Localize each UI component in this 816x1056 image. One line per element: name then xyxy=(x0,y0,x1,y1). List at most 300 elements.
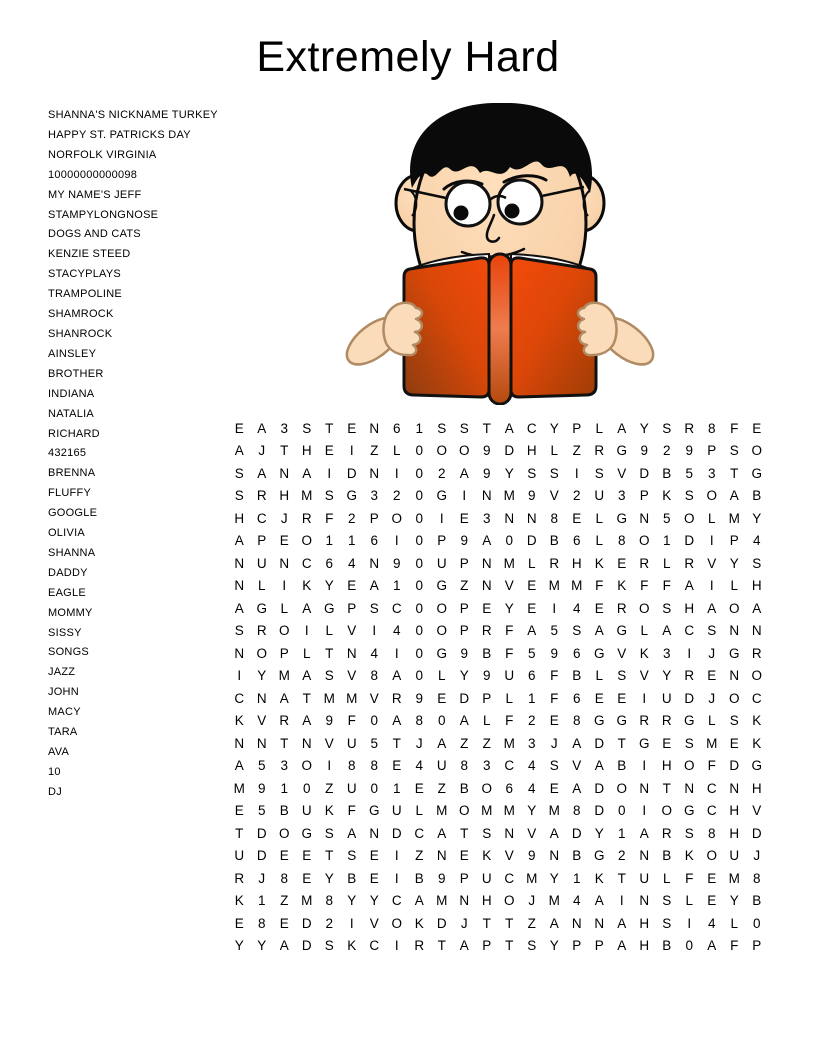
grid-cell: D xyxy=(594,735,605,751)
grid-cell: V xyxy=(549,488,559,504)
grid-cell: P xyxy=(437,533,447,549)
word-list-item: NATALIA xyxy=(48,407,94,420)
grid-cell: F xyxy=(325,510,334,526)
grid-cell: S xyxy=(527,465,537,481)
grid-cell: S xyxy=(662,600,672,616)
grid-cell: P xyxy=(482,938,492,954)
grid-cell: E xyxy=(617,690,627,706)
grid-cell: R xyxy=(594,443,605,459)
grid-cell: C xyxy=(414,825,425,841)
grid-cell: G xyxy=(593,713,605,729)
grid-cell: P xyxy=(279,645,289,661)
grid-cell: 3 xyxy=(482,758,491,774)
grid-cell: A xyxy=(234,758,244,774)
grid-cell: 9 xyxy=(482,465,491,481)
word-list-item: MOMMY xyxy=(48,606,93,619)
grid-cell: 0 xyxy=(415,668,423,684)
grid-cell: F xyxy=(550,690,559,706)
grid-cell: D xyxy=(256,848,267,864)
grid-cell: N xyxy=(256,735,267,751)
puzzle-title: Extremely Hard xyxy=(256,33,560,81)
grid-cell: D xyxy=(526,533,537,549)
grid-cell: P xyxy=(347,600,357,616)
grid-cell: E xyxy=(302,848,312,864)
grid-cell: I xyxy=(394,645,399,661)
grid-cell: A xyxy=(729,488,739,504)
grid-cell: E xyxy=(302,870,312,886)
grid-cell: M xyxy=(436,803,448,819)
grid-cell: 5 xyxy=(662,510,671,526)
grid-cell: Z xyxy=(460,735,469,751)
grid-cell: T xyxy=(505,938,514,954)
grid-cell: 9 xyxy=(685,443,693,459)
grid-cell: A xyxy=(279,938,289,954)
word-list-item: SHANROCK xyxy=(48,327,113,340)
grid-cell: 6 xyxy=(505,780,513,796)
grid-cell: E xyxy=(437,690,447,706)
grid-cell: 0 xyxy=(415,555,423,571)
grid-cell: 3 xyxy=(527,735,536,751)
grid-cell: I xyxy=(642,690,647,706)
grid-cell: S xyxy=(302,420,312,436)
grid-cell: P xyxy=(752,938,762,954)
grid-cell: I xyxy=(394,533,399,549)
grid-cell: M xyxy=(548,893,560,909)
grid-cell: G xyxy=(616,443,627,459)
grid-cell: N xyxy=(729,623,740,639)
grid-cell: Y xyxy=(459,668,469,684)
grid-cell: L xyxy=(437,668,446,684)
grid-cell: F xyxy=(505,713,514,729)
grid-cell: P xyxy=(594,938,604,954)
grid-cell: O xyxy=(256,645,267,661)
grid-cell: G xyxy=(368,803,380,819)
grid-cell: A xyxy=(707,600,717,616)
grid-cell: A xyxy=(549,915,559,931)
grid-cell: F xyxy=(550,668,559,684)
letter-grid xyxy=(228,417,768,957)
grid-cell: V xyxy=(257,713,267,729)
grid-cell: N xyxy=(639,780,650,796)
grid-cell: O xyxy=(458,803,470,819)
grid-cell: D xyxy=(594,803,605,819)
grid-cell: F xyxy=(707,758,716,774)
grid-cell: S xyxy=(684,488,694,504)
grid-cell: A xyxy=(302,713,312,729)
grid-cell: T xyxy=(482,420,491,436)
grid-cell: 9 xyxy=(392,555,401,571)
grid-cell: 9 xyxy=(437,870,446,886)
grid-cell: U xyxy=(729,848,740,864)
grid-cell: I xyxy=(642,758,647,774)
grid-cell: S xyxy=(234,465,244,481)
grid-cell: 8 xyxy=(707,825,716,841)
grid-cell: A xyxy=(662,623,672,639)
grid-cell: Y xyxy=(527,803,537,819)
grid-cell: A xyxy=(234,600,244,616)
grid-cell: C xyxy=(504,758,515,774)
grid-cell: E xyxy=(527,578,537,594)
grid-cell: 2 xyxy=(527,713,536,729)
grid-cell: G xyxy=(256,600,267,616)
grid-cell: A xyxy=(279,690,289,706)
grid-cell: G xyxy=(616,713,627,729)
grid-cell: A xyxy=(392,668,402,684)
grid-cell: N xyxy=(234,735,245,751)
grid-cell: J xyxy=(708,645,716,661)
grid-cell: I xyxy=(349,443,354,459)
grid-cell: 9 xyxy=(460,533,468,549)
grid-cell: 6 xyxy=(392,420,401,436)
grid-cell: E xyxy=(347,420,357,436)
grid-cell: H xyxy=(526,443,537,459)
grid-cell: U xyxy=(481,870,492,886)
grid-cell: U xyxy=(234,848,245,864)
grid-cell: 1 xyxy=(347,533,356,549)
grid-cell: G xyxy=(346,488,357,504)
grid-cell: T xyxy=(482,915,491,931)
grid-cell: C xyxy=(706,780,717,796)
grid-cell: S xyxy=(549,465,559,481)
grid-cell: 4 xyxy=(415,758,423,774)
grid-cell: N xyxy=(729,668,740,684)
grid-cell: G xyxy=(751,465,762,481)
grid-cell: 9 xyxy=(527,488,536,504)
grid-cell: H xyxy=(639,938,650,954)
grid-cell: A xyxy=(504,420,514,436)
grid-cell: 8 xyxy=(460,758,468,774)
grid-cell: R xyxy=(391,690,402,706)
grid-cell: K xyxy=(639,645,649,661)
grid-cell: A xyxy=(617,938,627,954)
grid-cell: 9 xyxy=(527,848,536,864)
grid-cell: Y xyxy=(549,938,559,954)
grid-cell: I xyxy=(709,533,714,549)
grid-cell: Y xyxy=(594,825,604,841)
grid-cell: 4 xyxy=(392,623,401,639)
grid-cell: R xyxy=(414,938,425,954)
grid-cell: K xyxy=(234,893,244,909)
grid-cell: F xyxy=(347,713,356,729)
grid-cell: 0 xyxy=(302,780,311,796)
grid-cell: 0 xyxy=(415,488,423,504)
grid-cell: P xyxy=(369,510,379,526)
grid-cell: O xyxy=(301,758,312,774)
grid-cell: F xyxy=(685,870,694,886)
grid-cell: I xyxy=(394,938,399,954)
grid-cell: 3 xyxy=(662,645,671,661)
grid-cell: S xyxy=(594,465,604,481)
book-spine xyxy=(489,254,511,404)
grid-cell: Y xyxy=(752,510,762,526)
grid-cell: L xyxy=(280,600,288,616)
grid-cell: 6 xyxy=(572,690,581,706)
grid-cell: G xyxy=(593,645,605,661)
word-list-item: HAPPY ST. PATRICKS DAY xyxy=(48,128,191,141)
grid-cell: 0 xyxy=(415,510,423,526)
grid-cell: 8 xyxy=(617,533,626,549)
grid-cell: 0 xyxy=(415,645,423,661)
grid-cell: P xyxy=(639,488,649,504)
grid-cell: K xyxy=(324,803,334,819)
grid-cell: F xyxy=(347,803,356,819)
grid-cell: U xyxy=(639,870,650,886)
grid-cell: 4 xyxy=(527,780,536,796)
grid-cell: N xyxy=(526,510,537,526)
grid-cell: L xyxy=(550,443,558,459)
grid-cell: M xyxy=(301,893,313,909)
grid-cell: E xyxy=(369,870,379,886)
grid-cell: 8 xyxy=(415,713,423,729)
word-list-item: JOHN xyxy=(48,686,79,699)
grid-cell: F xyxy=(662,578,671,594)
grid-cell: 1 xyxy=(257,893,266,909)
grid-cell: 0 xyxy=(415,533,423,549)
grid-cell: E xyxy=(527,600,537,616)
grid-cell: Z xyxy=(280,893,289,909)
grid-cell: P xyxy=(459,600,469,616)
grid-cell: P xyxy=(459,555,469,571)
grid-cell: Y xyxy=(639,420,649,436)
grid-cell: J xyxy=(708,690,716,706)
grid-cell: Y xyxy=(504,465,514,481)
grid-cell: N xyxy=(639,510,650,526)
grid-cell: F xyxy=(595,578,604,594)
grid-cell: N xyxy=(301,735,312,751)
grid-cell: 0 xyxy=(415,443,423,459)
grid-cell: R xyxy=(684,555,695,571)
grid-cell: P xyxy=(257,533,267,549)
grid-cell: I xyxy=(687,645,692,661)
grid-cell: S xyxy=(324,825,334,841)
grid-cell: A xyxy=(617,420,627,436)
grid-cell: K xyxy=(662,488,672,504)
grid-cell: G xyxy=(638,735,650,751)
grid-cell: R xyxy=(751,645,762,661)
grid-cell: L xyxy=(707,510,716,526)
grid-cell: B xyxy=(662,938,672,954)
grid-cell: B xyxy=(752,488,762,504)
grid-cell: 8 xyxy=(752,870,761,886)
grid-cell: P xyxy=(459,623,469,639)
grid-cell: S xyxy=(617,668,627,684)
grid-cell: A xyxy=(594,758,604,774)
grid-cell: U xyxy=(594,488,605,504)
grid-cell: N xyxy=(684,780,695,796)
grid-cell: E xyxy=(369,848,379,864)
word-list xyxy=(48,106,218,803)
grid-cell: D xyxy=(684,533,695,549)
grid-cell: T xyxy=(235,825,244,841)
grid-cell: I xyxy=(687,915,692,931)
grid-cell: H xyxy=(481,893,492,909)
grid-cell: O xyxy=(278,623,290,639)
grid-cell: Z xyxy=(572,443,581,459)
grid-cell: M xyxy=(548,578,560,594)
grid-cell: C xyxy=(504,870,515,886)
grid-cell: A xyxy=(437,735,447,751)
grid-cell: C xyxy=(751,690,762,706)
grid-cell: N xyxy=(481,555,492,571)
word-list-item: SHAMROCK xyxy=(48,308,114,321)
grid-cell: V xyxy=(572,758,582,774)
grid-cell: R xyxy=(684,420,695,436)
grid-cell: I xyxy=(394,465,399,481)
grid-cell: O xyxy=(751,668,762,684)
grid-cell: E xyxy=(549,713,559,729)
grid-cell: B xyxy=(549,533,559,549)
grid-cell: D xyxy=(391,825,402,841)
grid-cell: O xyxy=(301,533,312,549)
grid-cell: 8 xyxy=(347,758,356,774)
grid-cell: A xyxy=(302,600,312,616)
grid-cell: U xyxy=(346,735,357,751)
grid-cell: N xyxy=(369,420,380,436)
grid-cell: 5 xyxy=(550,623,558,639)
grid-cell: Y xyxy=(504,600,514,616)
grid-cell: A xyxy=(234,443,244,459)
grid-cell: I xyxy=(282,578,287,594)
grid-cell: 1 xyxy=(572,870,581,886)
word-list-item: BRENNA xyxy=(48,467,96,480)
grid-cell: 4 xyxy=(347,555,356,571)
grid-cell: P xyxy=(729,533,739,549)
word-list-item: GOOGLE xyxy=(48,507,98,520)
word-list-item: SONGS xyxy=(48,646,89,659)
grid-cell: G xyxy=(301,825,312,841)
grid-cell: N xyxy=(504,510,515,526)
grid-cell: I xyxy=(439,510,444,526)
grid-cell: U xyxy=(436,555,447,571)
grid-cell: 6 xyxy=(572,533,581,549)
grid-cell: E xyxy=(392,758,402,774)
grid-cell: E xyxy=(707,870,717,886)
grid-cell: I xyxy=(237,668,242,684)
grid-cell: U xyxy=(346,780,357,796)
grid-cell: T xyxy=(325,420,334,436)
grid-cell: P xyxy=(572,938,582,954)
grid-cell: N xyxy=(369,465,380,481)
grid-cell: 1 xyxy=(415,420,423,436)
grid-cell: 8 xyxy=(707,420,716,436)
grid-cell: 6 xyxy=(325,555,333,571)
grid-cell: F xyxy=(730,938,739,954)
left-hand xyxy=(384,303,422,355)
grid-cell: L xyxy=(662,870,671,886)
grid-cell: Y xyxy=(257,938,267,954)
word-list-item: STAMPYLONGNOSE xyxy=(48,208,159,221)
grid-cell: 6 xyxy=(572,645,581,661)
grid-cell: A xyxy=(639,825,649,841)
grid-cell: M xyxy=(571,578,583,594)
grid-cell: I xyxy=(642,803,647,819)
grid-cell: L xyxy=(325,623,333,639)
grid-cell: O xyxy=(391,510,402,526)
grid-cell: 8 xyxy=(280,870,288,886)
grid-cell: V xyxy=(504,848,514,864)
grid-cell: T xyxy=(460,825,469,841)
grid-cell: A xyxy=(302,465,312,481)
grid-cell: M xyxy=(346,690,358,706)
grid-cell: E xyxy=(234,803,244,819)
grid-cell: V xyxy=(527,825,537,841)
grid-cell: Y xyxy=(234,938,244,954)
grid-cell: A xyxy=(617,915,627,931)
grid-cell: I xyxy=(394,848,399,864)
grid-cell: 1 xyxy=(527,690,536,706)
grid-cell: U xyxy=(436,758,447,774)
grid-cell: S xyxy=(482,825,492,841)
grid-cell: D xyxy=(436,915,447,931)
grid-cell: D xyxy=(684,690,695,706)
grid-cell: V xyxy=(347,623,357,639)
grid-cell: O xyxy=(638,600,650,616)
glasses-right-lens xyxy=(498,180,542,224)
grid-cell: S xyxy=(662,893,672,909)
grid-cell: M xyxy=(323,690,335,706)
grid-cell: R xyxy=(639,555,650,571)
grid-cell: 1 xyxy=(325,533,333,549)
grid-cell: E xyxy=(729,735,739,751)
grid-cell: V xyxy=(707,555,717,571)
grid-cell: O xyxy=(391,915,402,931)
grid-cell: 9 xyxy=(415,690,423,706)
grid-cell: 0 xyxy=(415,465,423,481)
grid-cell: A xyxy=(752,600,762,616)
grid-cell: 8 xyxy=(572,803,581,819)
word-list-item: 10 xyxy=(48,765,61,778)
grid-cell: Y xyxy=(729,555,739,571)
grid-cell: A xyxy=(459,465,469,481)
grid-cell: G xyxy=(683,803,695,819)
grid-cell: O xyxy=(728,690,740,706)
grid-cell: O xyxy=(638,533,650,549)
grid-cell: A xyxy=(347,825,357,841)
grid-cell: A xyxy=(369,578,379,594)
grid-cell: H xyxy=(661,758,672,774)
grid-cell: U xyxy=(256,555,267,571)
grid-cell: C xyxy=(706,803,717,819)
grid-cell: N xyxy=(729,780,740,796)
grid-cell: D xyxy=(301,915,312,931)
grid-cell: A xyxy=(572,735,582,751)
grid-cell: S xyxy=(459,420,469,436)
grid-cell: L xyxy=(595,533,603,549)
grid-cell: L xyxy=(482,713,491,729)
grid-cell: E xyxy=(279,915,289,931)
grid-cell: T xyxy=(617,735,626,751)
grid-cell: I xyxy=(619,893,624,909)
word-list-item: TRAMPOLINE xyxy=(48,288,123,301)
grid-cell: R xyxy=(234,870,245,886)
grid-cell: N xyxy=(549,848,560,864)
grid-cell: K xyxy=(482,848,492,864)
grid-cell: G xyxy=(436,645,447,661)
grid-cell: E xyxy=(662,735,672,751)
grid-cell: E xyxy=(594,600,604,616)
grid-cell: V xyxy=(504,578,514,594)
grid-cell: S xyxy=(752,555,762,571)
grid-cell: A xyxy=(392,713,402,729)
grid-cell: R xyxy=(661,713,672,729)
grid-cell: E xyxy=(234,915,244,931)
word-list-item: MY NAME'S JEFF xyxy=(48,188,142,201)
grid-cell: F xyxy=(730,420,739,436)
grid-cell: 2 xyxy=(572,488,581,504)
grid-cell: E xyxy=(234,420,244,436)
grid-cell: O xyxy=(436,443,447,459)
grid-cell: S xyxy=(684,825,694,841)
